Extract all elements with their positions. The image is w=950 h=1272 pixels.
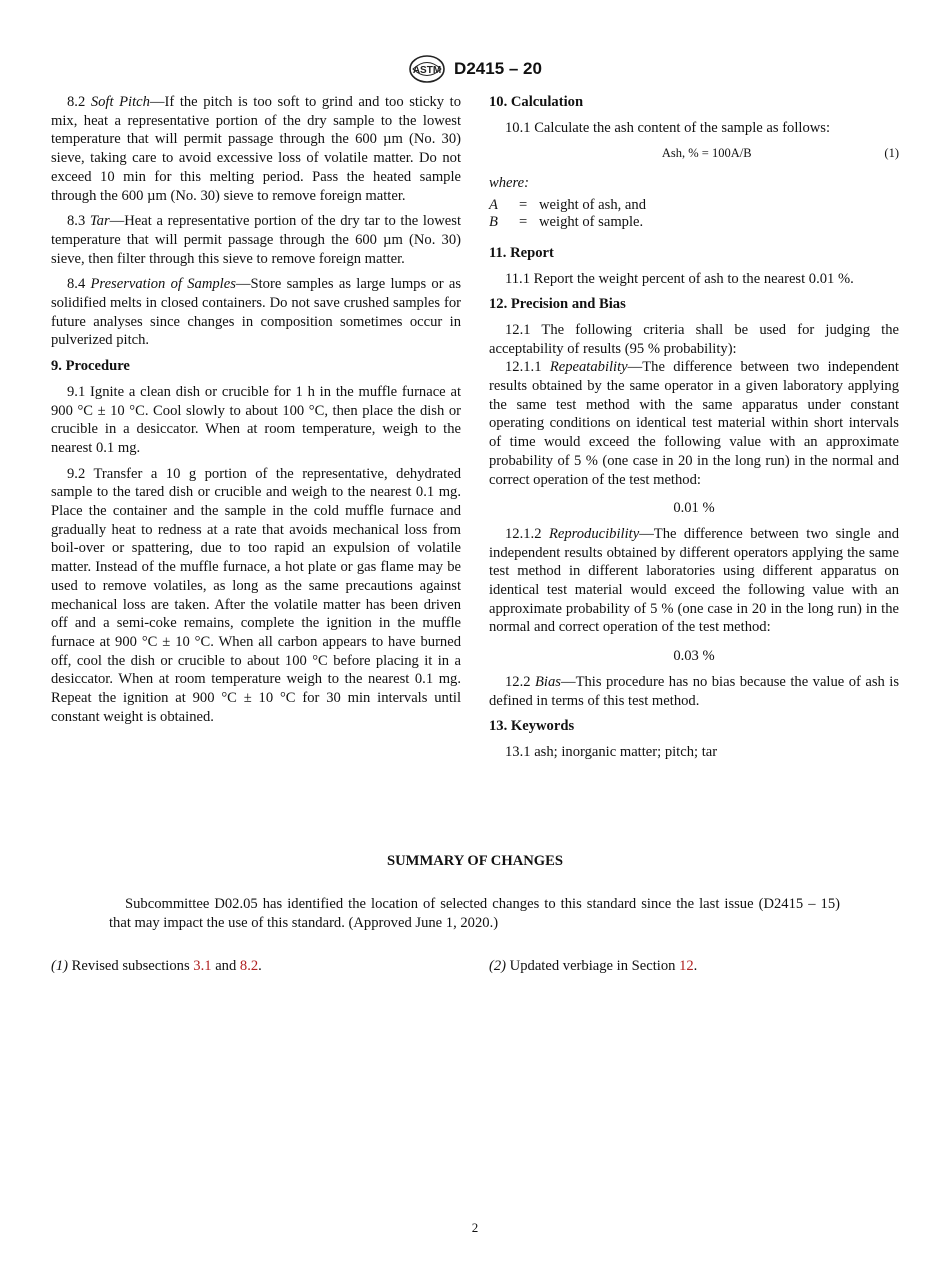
para-12-1-2: 12.1.2 Reproducibility—The difference between two single and independent results obtained by different operators applying the same test method in different laboratories using different apparatus on identical test material would exceed the following value with an approximate probability of 5 % (one case in 20 in the long run) in the normal and correct operation of the test method: (489, 525, 899, 636)
reproducibility-value: 0.03 % (673, 648, 715, 665)
link-section-12[interactable]: 12 (679, 958, 694, 974)
equation-1 (489, 144, 899, 163)
para-10-1: 10.1 Calculate the ash content of the sample as follows: (505, 119, 831, 136)
para-12-1: 12.1 The following criteria shall be used for judging the acceptability of results (95 % probability): (489, 321, 899, 357)
para-8-2: 8.2 Soft Pitch—If the pitch is too soft to grind and too sticky to mix, heat a representative portion of the dry sample to the lowest temperature that will permit passage through the 600 µm (No. 30) sieve, taking care to avoid excessive loss of volatile matter. Do not exceed 10 min for this melting period. Pass the heated sample through the 600 µm (No. 30) sieve to remove foreign matter. (51, 94, 461, 204)
para-12-1-1: 12.1.1 Repeatability—The difference between two independent results obtained by the same operator in a given laboratory applying the same test method with the same apparatus under constant operating conditions on identical test material within short intervals of time would exceed the following value with an approximate probability of 5 % (one case in 20 in the long run) in the normal and correct operation of the test method: (489, 359, 899, 488)
para-12-2: 12.2 Bias—This procedure has no bias because the value of ash is defined in terms of this test method. (489, 673, 899, 709)
where-label: where: (489, 175, 529, 192)
page-number: 2 (471, 1220, 479, 1235)
para-13-1: 13.1 ash; inorganic matter; pitch; tar (505, 743, 718, 760)
definition-row: A = weight of ash, and (489, 196, 646, 213)
heading-precision-bias: 12. Precision and Bias (489, 296, 626, 313)
equation-number: (1) (884, 146, 899, 161)
link-8-2[interactable]: 8.2 (239, 958, 259, 974)
heading-calculation: 10. Calculation (489, 94, 584, 110)
equation-formula: Ash, % = 100A/B (661, 146, 752, 161)
para-8-3: 8.3 Tar—Heat a representative portion of the dry tar to the lowest temperature that will permit passage through the 600 µm (No. 30) sieve, then filter through this sieve to remove foreign matter. (51, 213, 461, 267)
summary-text: Subcommittee D02.05 has identified the location of selected changes to this standard since the last issue (D2415 – 15) that may impact the use of this standard. (Approved June 1, 2020.) (109, 896, 840, 931)
left-column (51, 93, 461, 734)
para-11-1: 11.1 Report the weight percent of ash to the nearest 0.01 %. (505, 270, 854, 287)
link-3-1[interactable]: 3.1 (193, 958, 212, 974)
logo-text: ASTM (412, 65, 442, 76)
heading-keywords: 13. Keywords (489, 718, 575, 735)
summary-title: SUMMARY OF CHANGES (387, 853, 563, 869)
document-code: D2415 – 20 (454, 59, 542, 78)
page-header (0, 54, 950, 84)
para-8-4: 8.4 Preservation of Samples—Store samples as large lumps or as solidified melts in closed containers. Do not save crushed samples for future analyses since changes in composition sometimes occur in pulverized pitch. (51, 276, 462, 349)
repeatability-value: 0.01 % (673, 500, 715, 517)
definition-row: B = weight of sample. (489, 214, 644, 231)
astm-logo (408, 54, 446, 84)
change-item-2: (2) Updated verbiage in Section 12. (489, 958, 698, 974)
para-9-2: 9.2 Transfer a 10 g portion of the representative, dehydrated sample to the tared dish or crucible and weigh to the nearest 0.1 mg. Place the container and the sample in the cold muffle furnace and gradually heat to redness at a rate that avoids mechanical loss from boil-over or spattering, due to too rapid an expulsion of volatile matter. Instead of the muffle furnace, a hot plate or gas flame may be used to remove volatiles, as long as the same precautions against mechanical loss are taken. After the volatile matter has been driven off and a semi-coke remains, complete the ignition in the muffle furnace at 900 °C ± 10 °C. When all carbon appears to have burned off, cool the dish or crucible to about 100 °C before placing it in a desiccator. When at room temperature weigh to the nearest 0.1 mg. Repeat the ignition at 900 °C ± 10 °C for 30 min intervals until constant weight is obtained. (51, 465, 461, 725)
heading-report: 11. Report (489, 244, 554, 261)
change-item-1: (1) Revised subsections 3.1 and 8.2. (51, 958, 262, 974)
para-9-1: 9.1 Ignite a clean dish or crucible for 1 h in the muffle furnace at 900 °C ± 10 °C. Cool slowly to about 100 °C, then place the dish or crucible in a desiccator. When at room temperature, weigh to the nearest 0.1 mg. (51, 383, 461, 456)
right-column (489, 93, 899, 769)
heading-procedure: 9. Procedure (51, 358, 130, 375)
